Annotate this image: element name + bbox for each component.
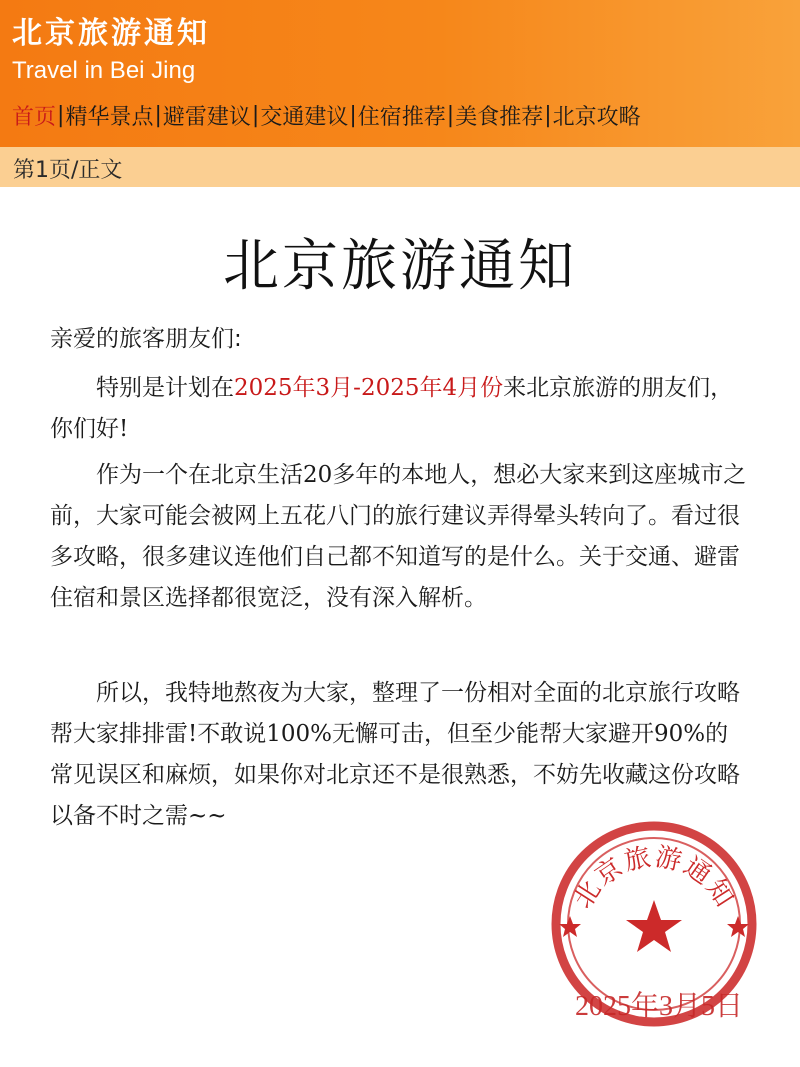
nav-separator: |: [446, 102, 455, 128]
nav-separator: |: [57, 102, 65, 128]
seal-small-star-left-icon: [559, 916, 581, 937]
nav-item-lodging[interactable]: 住宿推荐: [357, 104, 446, 130]
breadcrumb-bar: [0, 147, 800, 187]
stamp-date: 2025年3月5日: [575, 991, 744, 1022]
nav-separator: |: [251, 102, 260, 128]
nav-item-pitfalls[interactable]: 避雷建议: [162, 104, 251, 130]
paragraph-1-text-end: 来北京旅游的朋友们，你们好!: [50, 375, 734, 442]
seal-star-icon: [626, 900, 682, 952]
greeting: 亲爱的旅客朋友们:: [50, 326, 242, 352]
seal-small-star-right-icon: [727, 916, 749, 937]
paragraph-2: 作为一个在北京生活20多年的本地人，想必大家来到这座城市之前，大家可能会被网上五花八门的旅行建议弄得晕头转向了。看过很多攻略，很多建议连他们自己都不知道写的是什么。关于交通、避雷住宿和景区选择都很宽泛，没有深入解析。: [50, 462, 747, 611]
site-subtitle: Travel in Bei Jing: [12, 57, 196, 84]
nav-separator: |: [154, 102, 162, 128]
site-header: [0, 0, 800, 147]
nav-separator: |: [349, 102, 357, 128]
paragraph-1: [50, 368, 750, 450]
nav-item-highlights[interactable]: 精华景点: [65, 104, 154, 130]
breadcrumb: 第1页/正文: [13, 158, 123, 183]
date-range-highlight: 2025年3月-2025年4月份: [234, 375, 504, 401]
nav-separator: |: [544, 102, 552, 128]
nav-item-home[interactable]: 首页: [12, 104, 57, 130]
nav-bar: [12, 97, 641, 133]
paragraph-1-text: 特别是计划在: [96, 375, 234, 401]
nav-item-food[interactable]: 美食推荐: [455, 104, 544, 130]
site-title: 北京旅游通知: [12, 16, 210, 51]
document-title: 北京旅游通知: [223, 234, 577, 299]
paragraph-3: 所以，我特地熬夜为大家，整理了一份相对全面的北京旅行攻略帮大家排排雷!不敢说100%无懈可击，但至少能帮大家避开90%的常见误区和麻烦，如果你对北京还不是很熟悉，不妨先收藏这份攻略以备不时之需~~: [50, 680, 740, 829]
nav-item-transport[interactable]: 交通建议: [260, 104, 349, 130]
seal-text: 北京旅游通知: [568, 842, 740, 914]
nav-item-guide[interactable]: 北京攻略: [552, 104, 641, 130]
